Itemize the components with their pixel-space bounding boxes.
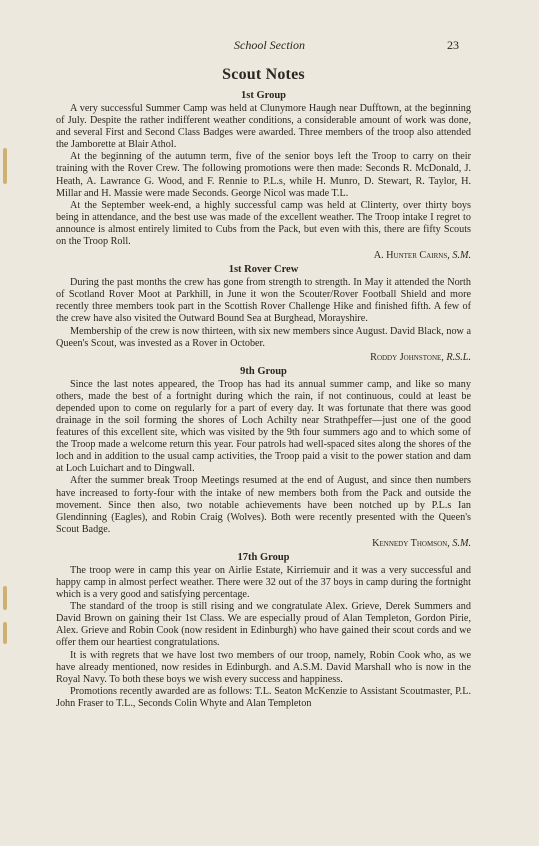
section-heading: 9th Group <box>240 365 287 377</box>
paragraph: The standard of the troop is still rising and we congratulate Alex. Grieve, Derek Summers and David Brown on gaining their 1st Class. We are especially proud of Alan Templeton, Gordon Pirie, Alex. Grieve and Robin Cook (now resident in Edinburgh) who have gained their scout cords and we offer them our heartiest congratulations. <box>56 601 471 649</box>
running-head <box>0 38 539 54</box>
paragraph: At the beginning of the autumn term, five of the senior boys left the Troop to carry on their training with the Rover Crew. The following promotions were then made: Seconds R. McDonald, J. Heath, A. Lawrance G. Wood, and F. Rennie to P.L.s, while H. Munro, D. Stewart, R. Taylor, H. Millar and H. Massie were made Seconds. George Nicol was made T.L. <box>56 151 471 199</box>
running-head-section-title: School Section <box>234 38 305 52</box>
article-title: Scout Notes <box>222 66 305 83</box>
paragraph: During the past months the crew has gone from strength to strength. In May it attended the North of Scotland Rover Moot at Parkhill, in June it won the Scouter/Rover Football Shield and more recently three members took part in the Scottish Rover Challenge Hike and finished fifth. A few of the crew have also visited the Outward Bound Sea at Burghead, Morayshire. <box>56 277 471 325</box>
section-heading: 1st Rover Crew <box>228 264 299 276</box>
margin-mark <box>3 622 7 644</box>
section-9th-group <box>56 366 471 549</box>
signature-role: S.M. <box>452 537 471 549</box>
signature-name: Roddy Johnstone, <box>370 351 444 363</box>
signature-name: A. Hunter Cairns, <box>373 250 450 262</box>
paragraph: Membership of the crew is now thirteen, with six new members since August. David Black, now a Queen's Scout, was invested as a Rover in October. <box>56 325 471 349</box>
section-1st-rover-crew <box>56 264 471 363</box>
signature <box>56 352 471 363</box>
article <box>56 66 471 710</box>
paragraph: A very successful Summer Camp was held at Clunymore Haugh near Dufftown, at the beginning of July. Despite the rather indifferent weather conditions, a considerable amount of work was done, and several First and Second Class Badges were awarded. Three members of the troop also attended the Jamborette at Blair Athol. <box>56 103 471 151</box>
signature-name: Kennedy Thomson, <box>372 537 450 549</box>
paragraph: The troop were in camp this year on Airlie Estate, Kirriemuir and it was a very successful and happy camp in almost perfect weather. There were 32 out of the 37 boys in camp during the fortnight which is a very good and satisfying percentage. <box>56 564 471 601</box>
page-number: 23 <box>447 38 459 52</box>
paragraph: Promotions recently awarded are as follows: T.L. Seaton McKenzie to Assistant Scoutmaster, P.L. John Fraser to T.L., Seconds Colin Whyte and Alan Templeton <box>56 685 471 709</box>
paragraph: Since the last notes appeared, the Troop has had its annual summer camp, and like so many others, made the best of a fortnight during which the rain, if not continuous, could at least be depended upon to come on regularly for a part of every day. It was fortunate that there was good drainage in the soil forming the shores of Loch Achilty near Strathpeffer—just one of the good features of this excellent site, which was visited by the 9th four summers ago and to which some of the Troop made a welcome return this year. Four patrols had well-spaced sites along the shores of the loch and in addition to the usual camp activities, the Troop paid a visit to the power station and dam at Loch Luichart and to Dingwall. <box>56 378 471 475</box>
signature-role: S.M. <box>452 250 471 262</box>
signature <box>56 538 471 549</box>
paragraph: After the summer break Troop Meetings resumed at the end of August, and since then numbers have increased to forty-four with the intake of new members both from the Pack and outside the movement. Since then also, two notable achievements have been notched up by P.L.s Ian Glendinning (Eagles), and Robin Craig (Wolves). Both were recently presented with the Queen's Scout Badge. <box>56 475 471 535</box>
signature <box>56 250 471 261</box>
margin-mark <box>3 586 7 610</box>
paragraph: It is with regrets that we have lost two members of our troop, namely, Robin Cook who, as we have already mentioned, now resides in Edinburgh. and A.S.M. David Marshall who is now in the Royal Navy. To both these boys we wish every success and happiness. <box>56 649 471 685</box>
section-heading: 1st Group <box>240 90 287 101</box>
signature-role: R.S.L. <box>446 351 471 363</box>
margin-mark <box>3 148 7 184</box>
section-17th-group <box>56 552 471 710</box>
paragraph: At the September week-end, a highly successful camp was held at Clinterty, over thirty boys being in attendance, and the best use was made of the excellent weather. The Troop intake I regret to announce is almost entirely limited to Cubs from the Pack, but even with this, there are fifty Scouts on the Troop Roll. <box>56 199 471 248</box>
section-1st-group <box>56 90 471 261</box>
section-heading: 17th Group <box>237 551 290 563</box>
